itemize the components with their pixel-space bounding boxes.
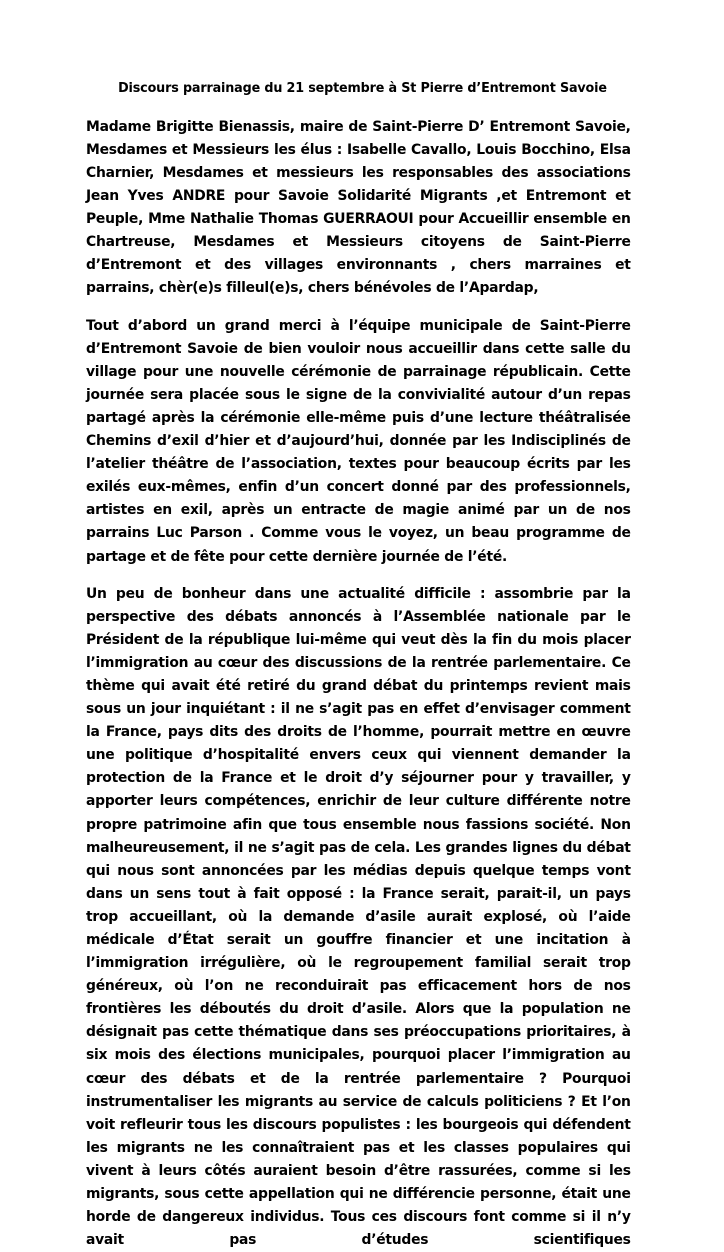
document-body: [86, 80, 639, 1252]
paragraph-remerciements: Tout d’abord un grand merci à l’équipe municipale de Saint-Pierre d’Entremont Savoie de bien vouloir nous accueillir dans cette salle du village pour une nouvelle cérémonie de parrainage républicain. Cette journée sera placée sous le signe de la convivialité autour d’un repas partagé après la cérémonie elle-même puis d’une lecture théâtralisée Chemins d’exil d’hier et d’aujourd’hui, donnée par les Indisciplinés de l’atelier théâtre de l’association, textes pour beaucoup écrits par les exilés eux-mêmes, enfin d’un concert donné par des professionnels, artistes en exil, après un entracte de magie animé par un de nos parrains Luc Parson . Comme vous le voyez, un beau programme de partage et de fête pour cette dernière journée de l’été.: [86, 317, 631, 565]
paragraph-salutation: Madame Brigitte Bienassis, maire de Saint-Pierre D’ Entremont Savoie, Mesdames et Messieurs les élus : Isabelle Cavallo, Louis Bocchino, Elsa Charnier, Mesdames et messieurs les responsables des associations Jean Yves ANDRE pour Savoie Solidarité Migrants ,et Entremont et Peuple, Mme Nathalie Thomas GUERRAOUI pour Accueillir ensemble en Chartreuse, Mesdames et Messieurs citoyens de Saint-Pierre d’Entremont et des villages environnants , chers marraines et parrains, chèr(e)s filleul(e)s, chers bénévoles de l’Apardap,: [86, 118, 631, 297]
paragraph-actualite: Un peu de bonheur dans une actualité difficile : assombrie par la perspective des débats annoncés à l’Assemblée nationale par le Président de la république lui-même qui veut dès la fin du mois placer l’immigration au cœur des discussions de la rentrée parlementaire. Ce thème qui avait été retiré du grand débat du printemps revient mais sous un jour inquiétant : il ne s’agit pas en effet d’envisager comment la France, pays dits des droits de l’homme, pourrait mettre en œuvre une politique d’hospitalité envers ceux qui viennent demander la protection de la France et le droit d’y séjourner pour y travailler, y apporter leurs compétences, enrichir de leur culture différente notre propre patrimoine afin que tous ensemble nous fassions société. Non malheureusement, il ne s’agit pas de cela. Les grandes lignes du débat qui nous sont annoncées par les médias depuis quelque temps vont dans un sens tout à fait opposé : la France serait, parait-il, un pays trop accueillant, où la demande d’asile aurait explosé, où l’aide médicale d’État serait un gouffre financier et une incitation à l’immigration irrégulière, où le regroupement familial serait trop généreux, où l’on ne reconduirait pas efficacement hors de nos frontières les déboutés du droit d’asile. Alors que la population ne désignait pas cette thématique dans ses préoccupations prioritaires, à six mois des élections municipales, pourquoi placer l’immigration au cœur des débats et de la rentrée parlementaire ? Pourquoi instrumentaliser les migrants au service de calculs politiciens ? Et l’on voit refleurir tous les discours populistes : les bourgeois qui défendent les migrants ne les connaîtraient pas et les classes populaires qui vivent à leurs côtés auraient besoin d’être rassurées, comme si les migrants, sous cette appellation qui ne différencie personne, était une horde de dangereux individus. Tous ces discours font comme si il n’y avait pas d’études scientifiques: [86, 585, 631, 1249]
document-title: Discours parrainage du 21 septembre à St Pierre d’Entremont Savoie: [118, 81, 607, 96]
